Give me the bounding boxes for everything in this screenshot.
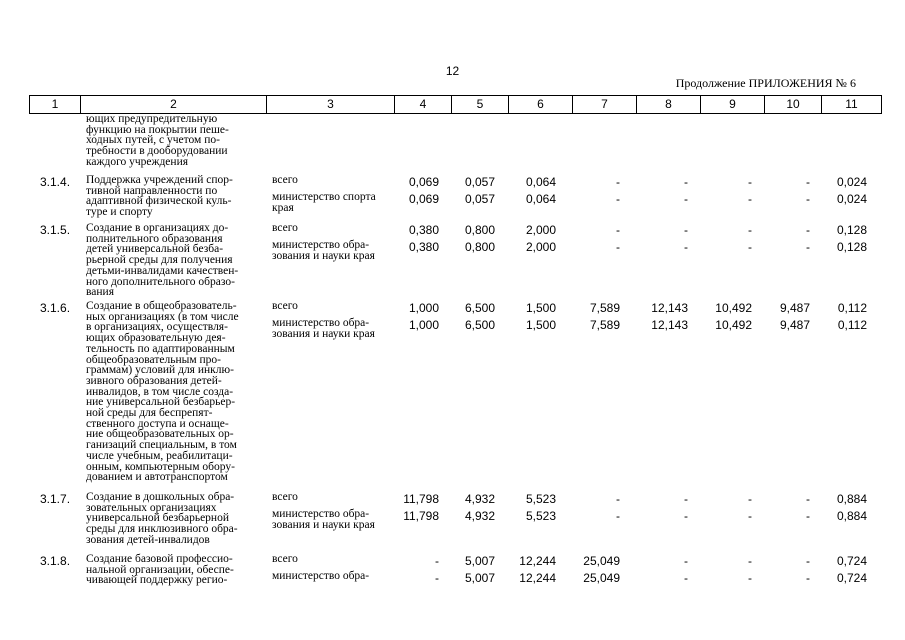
measure-name-line: ственного доступа и оснаще- xyxy=(86,417,229,430)
value-cell-col-5: 0,800 xyxy=(464,240,495,254)
source-ministry-label xyxy=(272,571,396,582)
source-label-line: края xyxy=(272,201,294,214)
value-cell-col-4: 0,380 xyxy=(408,223,439,237)
measure-name-line: универсальной безбарьерной xyxy=(86,512,229,525)
value-cell-col-4: 0,380 xyxy=(408,240,439,254)
source-label-line: министерство обра- xyxy=(272,317,370,329)
header-cell-col-1: 1 xyxy=(30,96,81,113)
source-ministry-label xyxy=(272,192,396,213)
value-cell-col-6: 1,500 xyxy=(525,301,556,315)
measure-name xyxy=(86,301,262,483)
value-cell-col-5: 4,932 xyxy=(464,492,495,506)
source-ministry-label xyxy=(272,509,396,530)
value-cell-col-6: 2,000 xyxy=(525,223,556,237)
measure-name-line: инвалидов, в том числе созда- xyxy=(86,385,234,398)
value-cell-col-9: - xyxy=(748,192,752,206)
measure-name-line: ной среды для беспрепят- xyxy=(86,407,213,420)
measure-name-line: туре и спорту xyxy=(86,206,153,219)
value-cell-col-7: - xyxy=(616,492,620,506)
value-cell-col-8: - xyxy=(684,192,688,206)
header-cell-col-6: 6 xyxy=(509,96,573,113)
value-cell-col-6: 0,064 xyxy=(525,192,556,206)
measure-name-line: Создание в дошкольных обра- xyxy=(86,491,235,503)
value-cell-col-9: - xyxy=(748,240,752,254)
value-cell-col-11: 0,128 xyxy=(836,223,867,237)
measure-name-line: тивной направленности по xyxy=(86,184,218,197)
value-cell-col-10: 9,487 xyxy=(779,301,810,315)
value-cell-col-10: - xyxy=(806,554,810,568)
measure-name xyxy=(86,175,262,218)
source-total-label xyxy=(272,301,396,312)
header-cell-col-5: 5 xyxy=(452,96,509,113)
value-cell-col-8: - xyxy=(684,492,688,506)
value-cell-col-11: 0,112 xyxy=(837,318,867,332)
value-cell-col-9: - xyxy=(748,554,752,568)
header-cell-col-7: 7 xyxy=(573,96,637,113)
value-cell-col-5: 6,500 xyxy=(464,301,495,315)
row-code: 3.1.8. xyxy=(40,554,71,568)
measure-name-line: ющих образовательную дея- xyxy=(86,332,226,345)
header-cell-col-10: 10 xyxy=(765,96,822,113)
header-cell-col-4: 4 xyxy=(395,96,452,113)
value-cell-col-7: 7,589 xyxy=(589,301,620,315)
value-cell-col-4: - xyxy=(435,571,439,585)
measure-name-line: среды для инклюзивного обра- xyxy=(86,523,238,536)
value-cell-col-5: 4,932 xyxy=(464,509,495,523)
appendix-continuation-title: Продолжение ПРИЛОЖЕНИЯ № 6 xyxy=(675,76,856,90)
measure-name-line: числе учебным, реабилитаци- xyxy=(86,449,233,462)
table-row xyxy=(29,114,881,170)
measure-name-line: ходных путей, с учетом по- xyxy=(86,134,220,147)
value-cell-col-10: - xyxy=(806,240,810,254)
value-cell-col-10: 9,487 xyxy=(779,318,810,332)
measure-name xyxy=(86,223,262,298)
value-cell-col-10: - xyxy=(806,571,810,585)
table-row xyxy=(29,170,881,221)
measure-name-line: детей универсальной безба- xyxy=(86,243,224,256)
measure-name-line: адаптивной физической куль- xyxy=(86,195,232,208)
measure-name-line: функцию на покрытии пеше- xyxy=(86,123,229,136)
measure-name-line: дованием и автотранспортом xyxy=(86,471,228,484)
value-cell-col-7: - xyxy=(616,192,620,206)
source-total-label xyxy=(272,492,396,503)
table-header-row xyxy=(29,95,882,114)
value-cell-col-10: - xyxy=(806,175,810,189)
measure-name-line: зовательных организациях xyxy=(86,501,217,514)
source-label-line: министерство обра- xyxy=(272,570,370,582)
measure-name-line: ние универсальной безбарьер- xyxy=(86,396,236,409)
value-cell-col-11: 0,024 xyxy=(836,175,867,189)
source-label-line: всего xyxy=(272,174,298,186)
header-cell-col-8: 8 xyxy=(637,96,701,113)
value-cell-col-5: 5,007 xyxy=(464,571,495,585)
row-code: 3.1.6. xyxy=(40,301,71,315)
value-cell-col-9: - xyxy=(748,223,752,237)
measure-name-line: Создание в организациях до- xyxy=(86,222,229,234)
measure-name-line: в организациях, осуществля- xyxy=(86,321,228,334)
header-cell-col-9: 9 xyxy=(701,96,765,113)
measure-name xyxy=(86,114,262,168)
value-cell-col-7: 25,049 xyxy=(583,571,620,585)
value-cell-col-11: 0,112 xyxy=(837,301,867,315)
measure-name-line: требности в дооборудовании xyxy=(86,145,228,158)
header-cell-col-3: 3 xyxy=(267,96,395,113)
value-cell-col-8: - xyxy=(684,554,688,568)
source-label-line: зования и науки края xyxy=(272,327,375,340)
source-label-line: министерство обра- xyxy=(272,239,370,251)
measure-name-line: граммам) условий для инклю- xyxy=(86,364,234,377)
measure-name-line: вания xyxy=(86,286,114,299)
value-cell-col-7: - xyxy=(616,223,620,237)
value-cell-col-8: - xyxy=(684,175,688,189)
value-cell-col-8: 12,143 xyxy=(651,318,688,332)
page-number: 12 xyxy=(445,64,460,78)
value-cell-col-9: 10,492 xyxy=(715,301,752,315)
value-cell-col-6: 5,523 xyxy=(525,509,556,523)
measure-name-line: Поддержка учреждений спор- xyxy=(86,174,233,186)
source-total-label xyxy=(272,223,396,234)
source-label-line: зования и науки края xyxy=(272,518,375,531)
value-cell-col-7: 25,049 xyxy=(583,554,620,568)
measure-name xyxy=(86,554,262,586)
row-code: 3.1.7. xyxy=(40,492,71,506)
measure-name-line: Создание в общеобразователь- xyxy=(86,300,237,312)
value-cell-col-6: 0,064 xyxy=(525,175,556,189)
source-label-line: министерство обра- xyxy=(272,508,370,520)
value-cell-col-9: - xyxy=(748,571,752,585)
source-label-line: всего xyxy=(272,553,298,565)
measure-name-line: ганизаций специальным, в том xyxy=(86,439,237,452)
value-cell-col-10: - xyxy=(806,192,810,206)
value-cell-col-6: 5,523 xyxy=(525,492,556,506)
measure-name-line: чивающей поддержку регио- xyxy=(86,574,228,587)
value-cell-col-6: 12,244 xyxy=(519,571,556,585)
table-row xyxy=(29,490,881,552)
source-label-line: всего xyxy=(272,491,298,503)
value-cell-col-4: 0,069 xyxy=(408,175,439,189)
measure-name-line: ного дополнительного образо- xyxy=(86,275,235,288)
value-cell-col-11: 0,128 xyxy=(836,240,867,254)
value-cell-col-7: 7,589 xyxy=(589,318,620,332)
value-cell-col-7: - xyxy=(616,509,620,523)
measure-name-line: каждого учреждения xyxy=(86,155,189,168)
value-cell-col-8: - xyxy=(684,223,688,237)
table-body xyxy=(29,114,881,640)
value-cell-col-6: 12,244 xyxy=(519,554,556,568)
measure-name-line: нальной организации, обеспе- xyxy=(86,563,234,576)
table-row xyxy=(29,552,881,602)
source-total-label xyxy=(272,175,396,186)
value-cell-col-5: 0,800 xyxy=(464,223,495,237)
value-cell-col-11: 0,724 xyxy=(836,571,867,585)
value-cell-col-5: 6,500 xyxy=(464,318,495,332)
measure-name xyxy=(86,492,262,546)
row-code: 3.1.5. xyxy=(40,223,71,237)
value-cell-col-5: 0,057 xyxy=(464,192,495,206)
measure-name-line: Создание базовой профессио- xyxy=(86,553,233,565)
value-cell-col-4: 1,000 xyxy=(408,301,439,315)
source-ministry-label xyxy=(272,318,396,339)
value-cell-col-7: - xyxy=(616,175,620,189)
measure-name-line: полнительного образования xyxy=(86,232,223,245)
value-cell-col-6: 1,500 xyxy=(525,318,556,332)
source-label-line: зования и науки края xyxy=(272,249,375,262)
measure-name-line: тельность по адаптированным xyxy=(86,342,235,355)
measure-name-line: общеобразовательным про- xyxy=(86,353,221,366)
value-cell-col-10: - xyxy=(806,223,810,237)
value-cell-col-4: 11,798 xyxy=(403,492,439,506)
value-cell-col-11: 0,884 xyxy=(836,509,867,523)
table-row xyxy=(29,299,881,490)
measure-name-line: ющих предупредительную xyxy=(86,114,218,125)
value-cell-col-9: - xyxy=(748,175,752,189)
measure-name-line: ных организациях (в том числе xyxy=(86,310,239,323)
value-cell-col-8: 12,143 xyxy=(651,301,688,315)
value-cell-col-4: 0,069 xyxy=(408,192,439,206)
header-cell-col-2: 2 xyxy=(81,96,267,113)
value-cell-col-5: 0,057 xyxy=(464,175,495,189)
value-cell-col-8: - xyxy=(684,571,688,585)
measure-name-line: детьми-инвалидами качествен- xyxy=(86,264,239,277)
header-cell-col-11: 11 xyxy=(822,96,882,113)
value-cell-col-8: - xyxy=(684,509,688,523)
row-code: 3.1.4. xyxy=(40,175,71,189)
source-label-line: всего xyxy=(272,300,298,312)
value-cell-col-9: - xyxy=(748,492,752,506)
measure-name-line: зования детей-инвалидов xyxy=(86,533,210,546)
value-cell-col-11: 0,024 xyxy=(836,192,867,206)
value-cell-col-9: - xyxy=(748,509,752,523)
value-cell-col-7: - xyxy=(616,240,620,254)
source-label-line: всего xyxy=(272,222,298,234)
measure-name-line: онным, компьютерным обору- xyxy=(86,460,235,473)
measure-name-line: зивного образования детей- xyxy=(86,374,222,387)
source-ministry-label xyxy=(272,240,396,261)
value-cell-col-10: - xyxy=(806,509,810,523)
value-cell-col-11: 0,724 xyxy=(836,554,867,568)
value-cell-col-9: 10,492 xyxy=(715,318,752,332)
value-cell-col-5: 5,007 xyxy=(464,554,495,568)
source-total-label xyxy=(272,554,396,565)
value-cell-col-4: - xyxy=(435,554,439,568)
value-cell-col-11: 0,884 xyxy=(836,492,867,506)
value-cell-col-10: - xyxy=(806,492,810,506)
source-label-line: министерство спорта xyxy=(272,191,376,203)
measure-name-line: рьерной среды для получения xyxy=(86,254,233,267)
value-cell-col-6: 2,000 xyxy=(525,240,556,254)
value-cell-col-8: - xyxy=(684,240,688,254)
value-cell-col-4: 11,798 xyxy=(403,509,439,523)
value-cell-col-4: 1,000 xyxy=(408,318,439,332)
table-row xyxy=(29,221,881,299)
measure-name-line: ние общеобразовательных ор- xyxy=(86,428,234,441)
